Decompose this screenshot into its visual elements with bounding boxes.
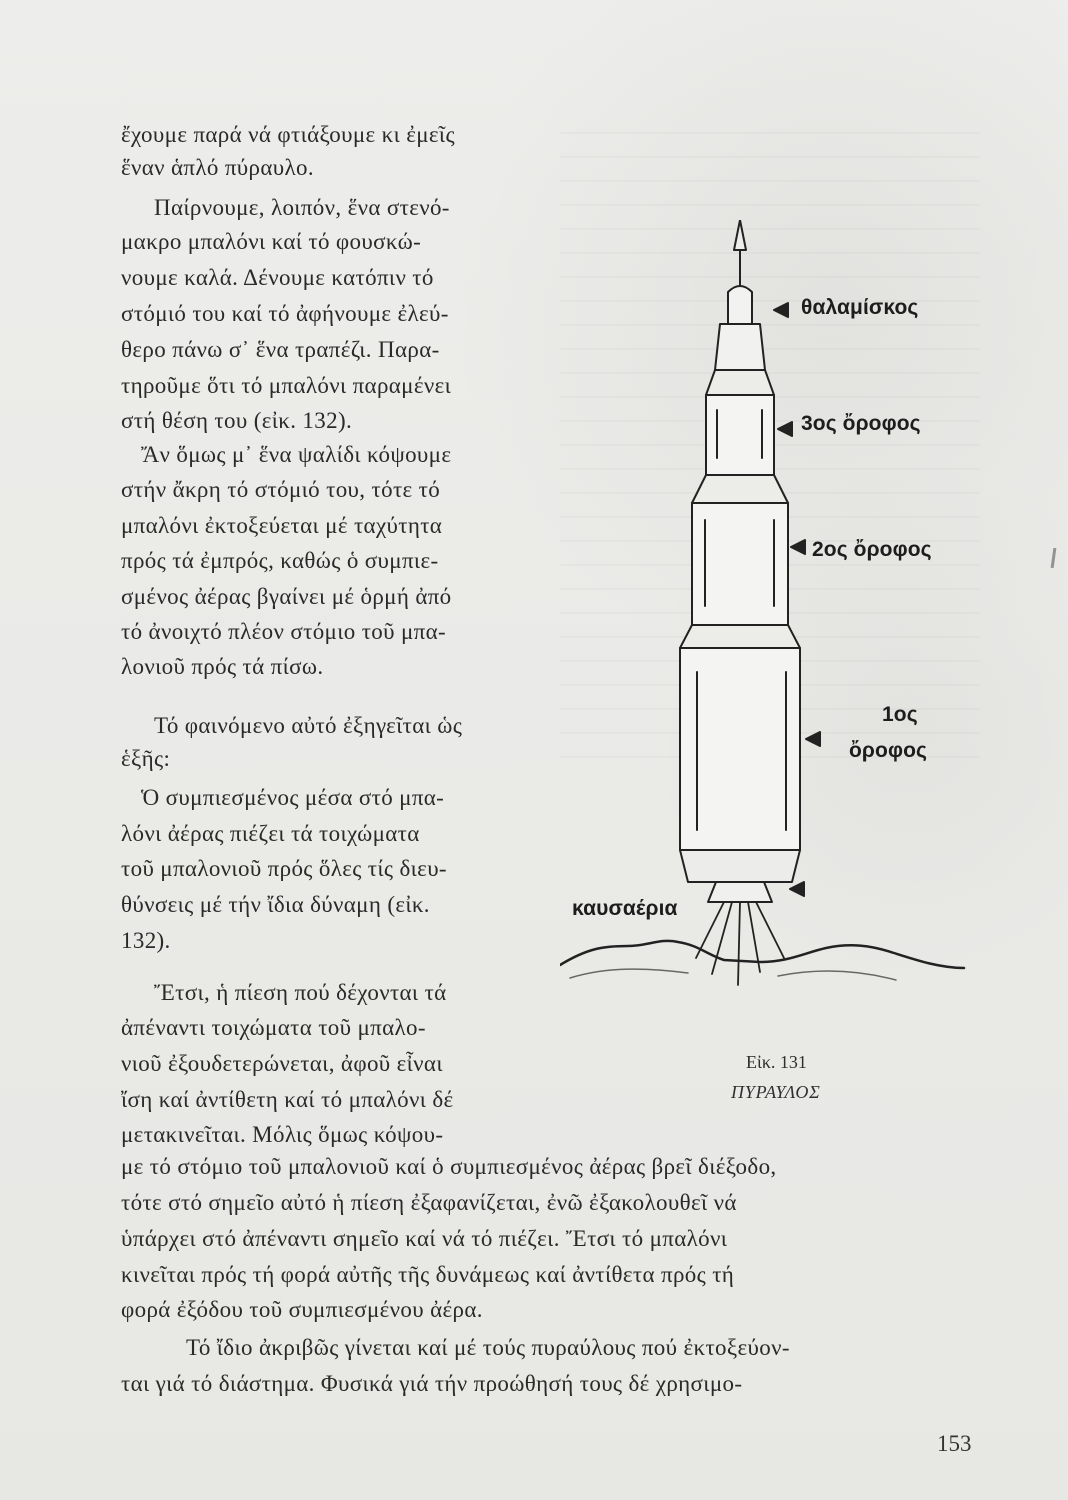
text-line: τό ἀνοιχτό πλέον στόμιο τοῦ μπα- [121,619,447,644]
ground-shadow [570,969,896,980]
text-line: Ἔτσι, ἡ πίεση πού δέχονται τά [154,980,447,1005]
text-line: ἔχουμε παρά νά φτιάξουμε κι ἐμεῖς [121,122,455,147]
text-line: στή θέση του (εἰκ. 132). [121,408,353,433]
text-line: Τό φαινόμενο αὐτό ἐξηγεῖται ὡς [154,713,463,738]
pointer-exhaust [790,882,804,896]
text-line: Ἄν ὅμως μ᾽ ἕνα ψαλίδι κόψουμε [141,442,452,467]
figure-label-exhaust: καυσαέρια [572,897,678,920]
text-line: νιοῦ ἐξουδετερώνεται, ἀφοῦ εἶναι [121,1051,443,1076]
text-line: τότε στό σημεῖο αὐτό ἡ πίεση ἐξαφανίζεται, ἐνῶ ἐξακολουθεῖ νά [121,1190,737,1215]
page-number: 153 [937,1431,972,1456]
text-line: Τό ἴδιο ἀκριβῶς γίνεται καί μέ τούς πυραύλους πού ἐκτοξεύον- [186,1335,790,1360]
text-line: ὑπάρχει στό ἀπέναντι σημεῖο καί νά τό πιέζει. Ἔτσι τό μπαλόνι [121,1226,728,1251]
figure-label-first-stage-number: 1ος [882,703,918,726]
figure-label-first-stage-word: ὄροφος [849,739,928,762]
text-line: τοῦ μπαλονιοῦ πρός ὅλες τίς διευ- [121,856,447,881]
pointer-first-stage [806,732,820,746]
text-line: σμένος ἀέρας βγαίνει μέ ὁρμή ἀπό [121,584,452,609]
rocket-top-module [715,324,765,370]
text-line: μετακινεῖται. Μόλις ὅμως κόψου- [121,1122,444,1147]
figure-caption-number: Εἰκ. 131 [746,1052,807,1072]
text-line: θερο πάνω σ᾽ ἕνα τραπέζι. Παρα- [121,337,440,362]
text-line: λόνι ἀέρας πιέζει τά τοιχώματα [121,821,420,846]
text-line: 132). [121,928,171,953]
launch-ground [560,941,964,968]
rocket-transition-three [680,625,800,648]
margin-mark [1051,548,1057,568]
text-line: κινεῖται πρός τή φορά αὐτῆς τῆς δυνάμεως καί ἀντίθετα πρός τή [121,1262,735,1287]
text-line: μακρο μπαλόνι καί τό φουσκώ- [121,229,422,254]
figure-label-chamber: θαλαμίσκος [801,296,919,319]
figure-label-third-stage: 3ος ὄροφος [801,412,921,435]
pointer-chamber [774,303,788,317]
figure-label-second-stage: 2ος ὄροφος [812,538,932,561]
text-line: ἑξῆς: [121,746,171,771]
text-line: Ὁ συμπιεσμένος μέσα στό μπα- [141,785,445,810]
rocket-nozzle [708,882,772,902]
pointer-second-stage [791,540,805,554]
figure-caption-title: ΠΥΡΑΥΛΟΣ [731,1082,821,1102]
text-line: ἕναν ἁπλό πύραυλο. [121,155,314,180]
text-line: στήν ἄκρη τό στόμιό του, τότε τό [121,477,441,502]
rocket-base-band [680,850,800,882]
text-line: πρός τά ἐμπρός, καθώς ὁ συμπιε- [121,548,439,573]
text-line: λονιοῦ πρός τά πίσω. [121,654,324,679]
rocket-transition-one [706,370,774,395]
text-line: μπαλόνι ἐκτοξεύεται μέ ταχύτητα [121,513,443,538]
text-line: ἴση καί ἀντίθετη καί τό μπαλόνι δέ [121,1087,454,1112]
text-line: με τό στόμιο τοῦ μπαλονιοῦ καί ὁ συμπιεσμένος ἀέρας βρεῖ διέξοδο, [121,1154,777,1179]
text-line: τηροῦμε ὅτι τό μπαλόνι παραμένει [121,373,452,398]
text-line: ἀπέναντι τοιχώματα τοῦ μπαλο- [121,1015,426,1040]
text-line: ται γιά τό διάστημα. Φυσικά γιά τήν προώθησή τους δέ χρησιμο- [121,1371,743,1396]
exhaust-plume [696,902,784,985]
text-line: νουμε καλά. Δένουμε κατόπιν τό [121,265,434,290]
rocket-transition-two [692,475,788,503]
rocket-capsule [728,286,752,324]
text-line: στόμιό του καί τό ἀφήνουμε ἐλεύ- [121,301,449,326]
rocket-nose-cone [734,220,746,250]
text-line: Παίρνουμε, λοιπόν, ἕνα στενό- [154,195,450,220]
text-line: θύνσεις μέ τήν ἴδια δύναμη (εἰκ. [121,892,430,917]
text-line: φορά ἐξόδου τοῦ συμπιεσμένου ἀέρα. [121,1297,483,1322]
pointer-third-stage [778,422,792,436]
